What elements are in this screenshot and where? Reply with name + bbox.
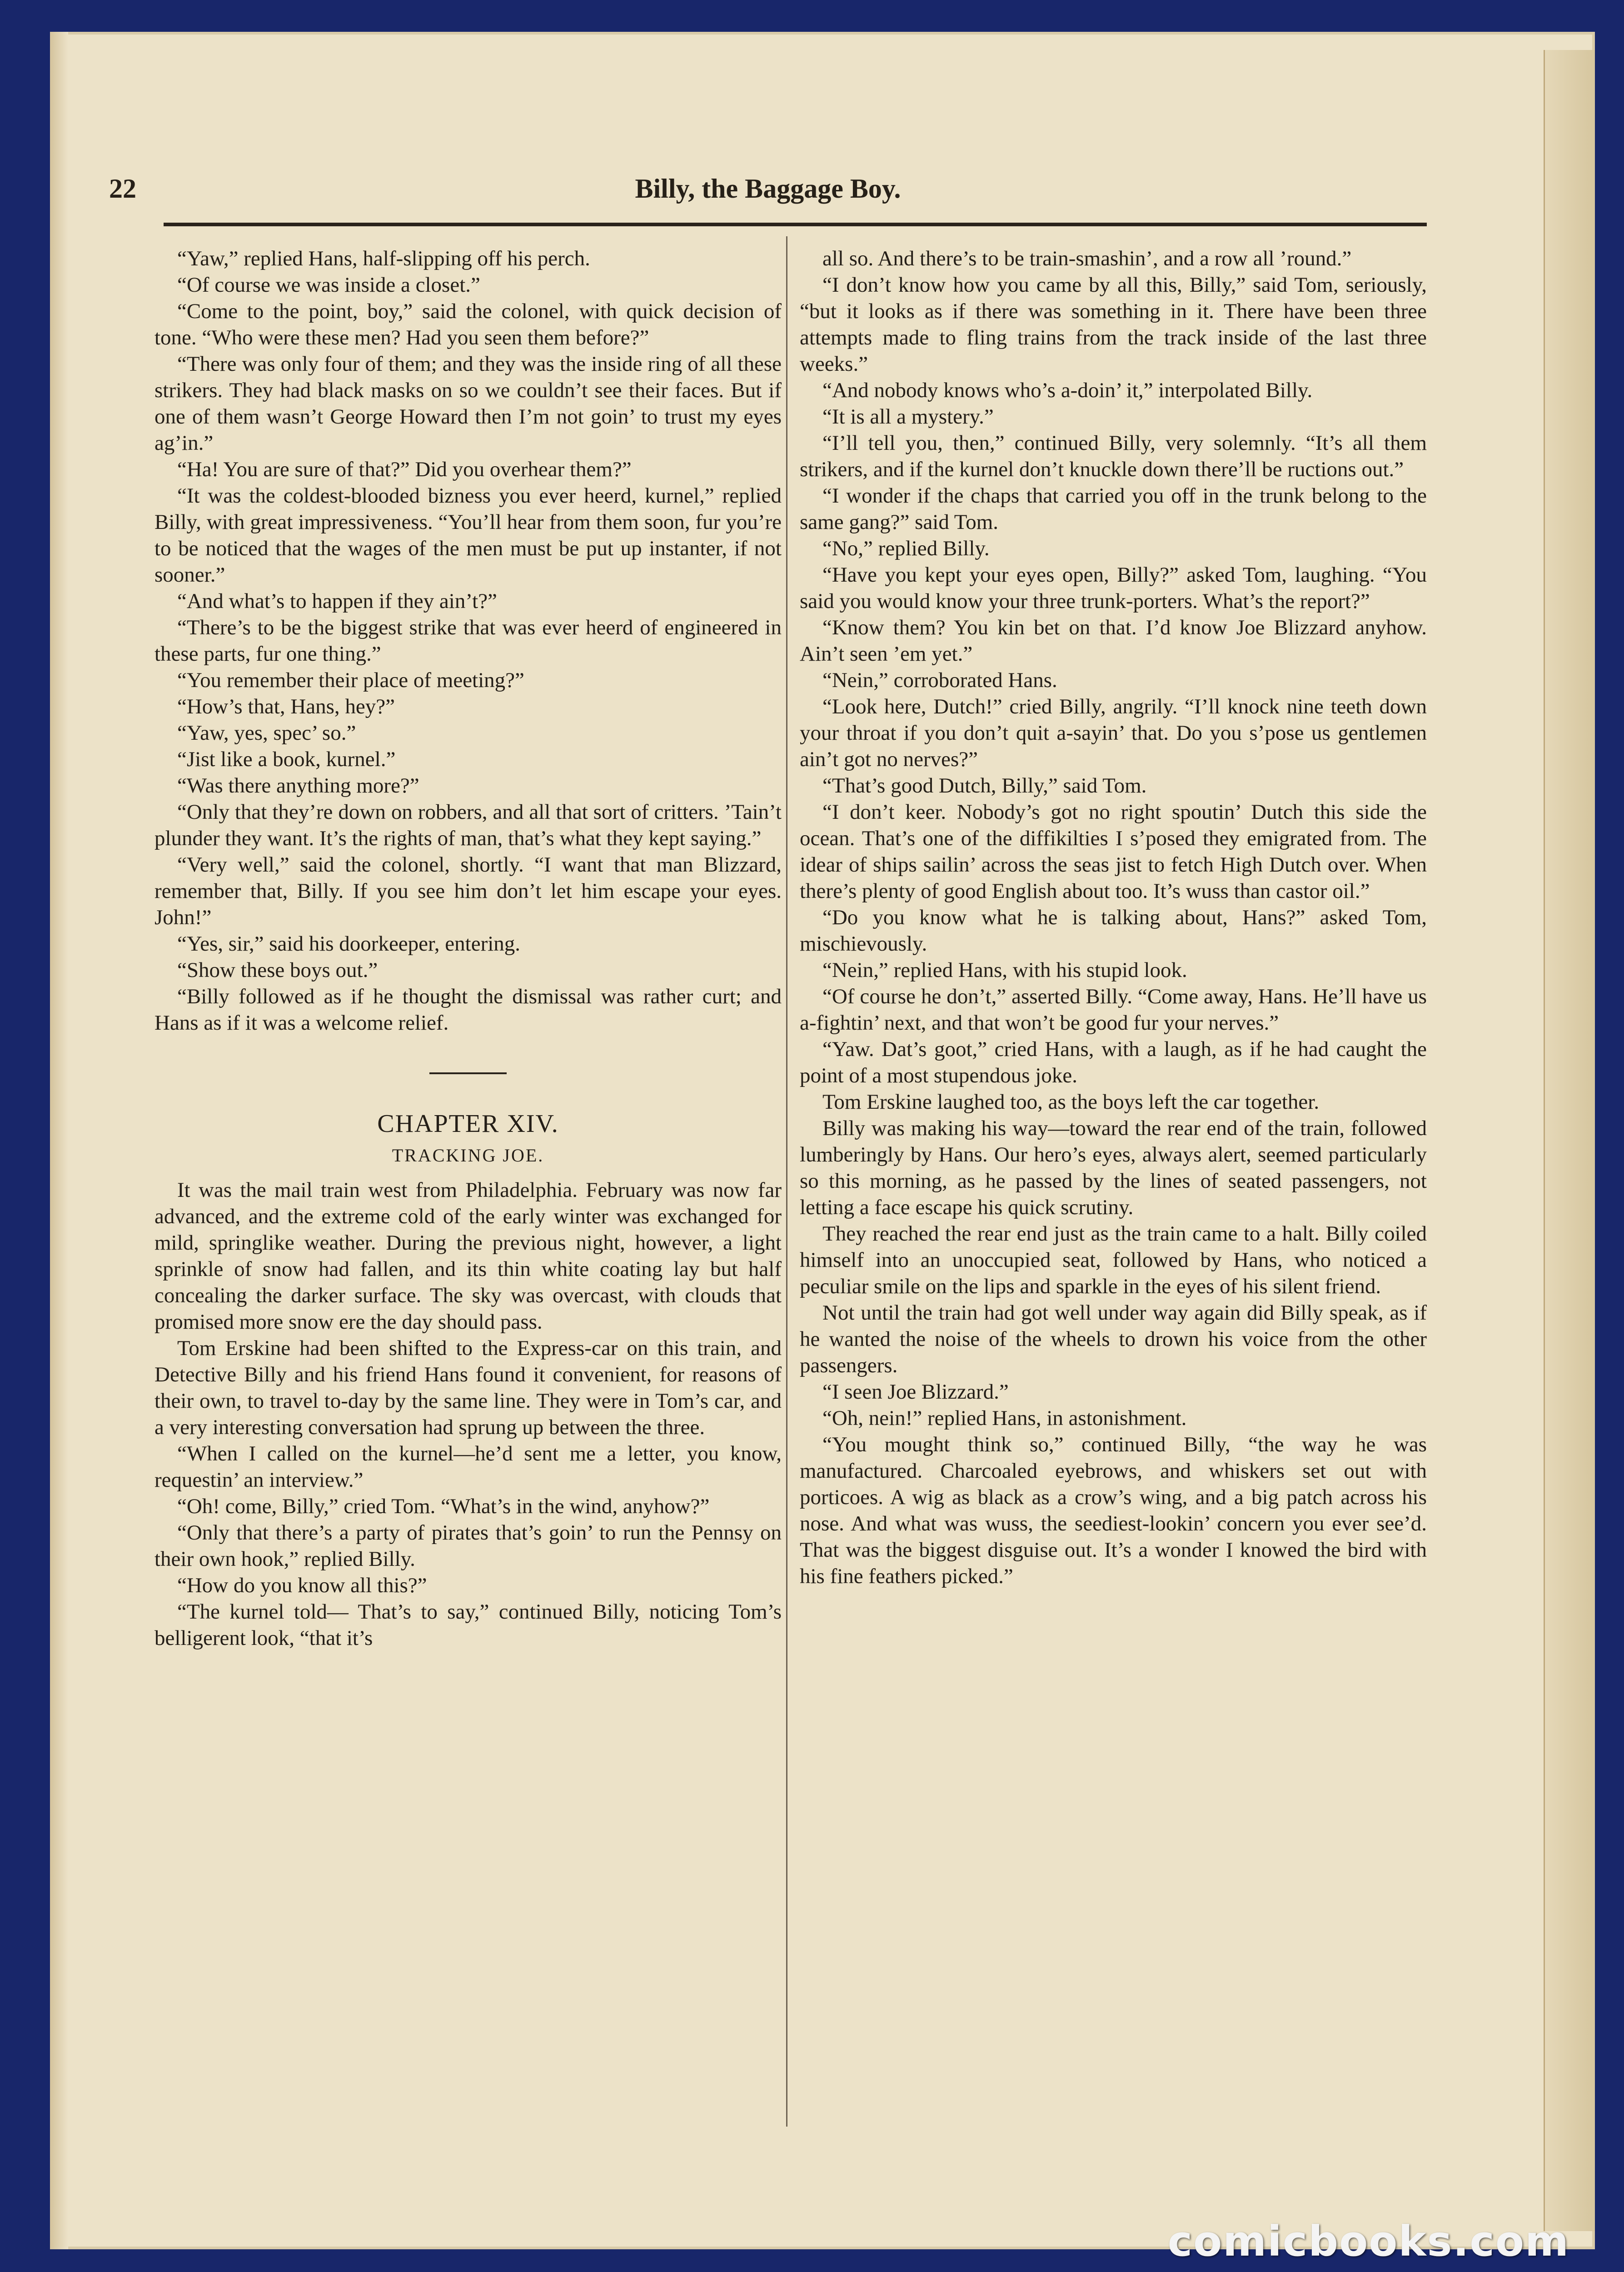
paragraph: “Billy followed as if he thought the dismissal was rather curt; and Hans as if it was a welcome relief. (154, 985, 782, 1035)
paragraph: “Yes, sir,” said his doorkeeper, entering. (177, 932, 521, 956)
paragraph: “How do you know all this?” (177, 1574, 427, 1597)
paragraph: “When I called on the kurnel—he’d sent me a letter, you know, requestin’ an interview.” (154, 1442, 782, 1492)
paragraph: “Nein,” replied Hans, with his stupid look. (822, 958, 1187, 982)
left-column (154, 245, 782, 1651)
page-header (109, 168, 1427, 209)
paragraph: “Come to the point, boy,” said the colonel, with quick decision of tone. “Who were these men? Had you seen them before?” (154, 299, 782, 349)
running-title: Billy, the Baggage Boy. (635, 173, 901, 204)
paragraph: “Oh! come, Billy,” cried Tom. “What’s in the wind, anyhow?” (177, 1495, 710, 1518)
paragraph: “Nein,” corroborated Hans. (822, 668, 1057, 692)
page-edge (1544, 50, 1595, 2231)
page-binding-shadow (50, 32, 68, 2249)
paragraph: “Yaw. Dat’s goot,” cried Hans, with a laugh, as if he had caught the point of a most stupendous joke. (800, 1037, 1427, 1087)
paragraph: “Of course he don’t,” asserted Billy. “Come away, Hans. He’ll have us a-fightin’ next, and that won’t be good fur your nerves.” (800, 985, 1427, 1035)
paragraph: “You remember their place of meeting?” (177, 668, 524, 692)
site-watermark: comicbooks.com (1167, 2217, 1569, 2266)
paragraph: “I seen Joe Blizzard.” (822, 1380, 1009, 1404)
paragraph: Not until the train had got well under way again did Billy speak, as if he wanted the noise of the wheels to drown his voice from the other passengers. (800, 1301, 1427, 1377)
paragraph: “No,” replied Billy. (822, 537, 990, 560)
paragraph: Tom Erskine had been shifted to the Express-car on this train, and Detective Billy and his friend Hans found it convenient, for reasons of their own, to travel to-day by the same line. They were in Tom’s car, and a very interesting conversation had sprung up between the three. (154, 1336, 782, 1439)
paragraph: “Know them? You kin bet on that. I’d know Joe Blizzard anyhow. Ain’t seen ’em yet.” (800, 616, 1427, 666)
right-paragraphs (800, 245, 1427, 1589)
column-divider (786, 236, 787, 2127)
paragraph: all so. And there’s to be train-smashin’, and a row all ’round.” (822, 247, 1352, 270)
paragraph: “And nobody knows who’s a-doin’ it,” interpolated Billy. (822, 379, 1313, 402)
section-separator (429, 1072, 507, 1074)
paragraph: “I’ll tell you, then,” continued Billy, very solemnly. “It’s all them strikers, and if the kurnel don’t knuckle down there’ll be ructions out.” (800, 431, 1427, 481)
paragraph: “There’s to be the biggest strike that was ever heerd of engineered in these parts, fur one thing.” (154, 616, 782, 666)
paragraph: “That’s good Dutch, Billy,” said Tom. (822, 774, 1147, 797)
paragraph: “Oh, nein!” replied Hans, in astonishment. (822, 1406, 1187, 1430)
paragraph: It was the mail train west from Philadelphia. February was now far advanced, and the extreme cold of the early winter was exchanged for mild, springlike weather. During the previous night, however, a light sprinkle of snow had fallen, and its thin white coating lay but half concealing the darker surface. The sky was overcast, with clouds that promised more snow ere the day should pass. (154, 1178, 782, 1334)
paragraph: “I don’t know how you came by all this, Billy,” said Tom, seriously, “but it looks as if there was something in it. There have been three attempts made to fling trains from the track inside of the last three weeks.” (800, 273, 1427, 376)
header-rule (164, 223, 1427, 226)
paragraph: “It was the coldest-blooded bizness you ever heerd, kurnel,” replied Billy, with great impressiveness. “You’ll hear from them soon, fur you’re to be noticed that the wages of the men must be put up instanter, if not sooner.” (154, 484, 782, 587)
paragraph: “Yaw, yes, spec’ so.” (177, 721, 356, 745)
paragraph: “I don’t keer. Nobody’s got no right spoutin’ Dutch this side the ocean. That’s one of the diffikilties I s’posed they emigrated from. The idear of ships sailin’ across the seas jist to fetch High Dutch over. When there’s plenty of good English about too. It’s wuss than castor oil.” (800, 800, 1427, 903)
paragraph: “Yaw,” replied Hans, half-slipping off his perch. (177, 247, 590, 270)
paragraph: “How’s that, Hans, hey?” (177, 695, 395, 718)
paragraph: “I wonder if the chaps that carried you off in the trunk belong to the same gang?” said Tom. (800, 484, 1427, 534)
paragraph: “Was there anything more?” (177, 774, 419, 797)
paragraph: “Do you know what he is talking about, Hans?” asked Tom, mischievously. (800, 906, 1427, 956)
paragraph: “Look here, Dutch!” cried Billy, angrily. “I’ll knock nine teeth down your throat if you don’t quit a-sayin’ that. Do you s’pose us gentlemen ain’t got no nerves?” (800, 695, 1427, 771)
paragraph: They reached the rear end just as the train came to a halt. Billy coiled himself into an unoccupied seat, followed by Hans, who noticed a peculiar smile on the lips and sparkle in the eyes of his silent friend. (800, 1222, 1427, 1298)
paragraph: “There was only four of them; and they was the inside ring of all these strikers. They had black masks on so we couldn’t see their faces. But if one of them wasn’t George Howard then I’m not goin’ to trust my eyes ag’in.” (154, 352, 782, 455)
right-column (800, 245, 1427, 1589)
paragraph: Billy was making his way—toward the rear end of the train, followed lumberingly by Hans. Our hero’s eyes, always alert, seemed particularly so this morning, as he passed by the lines of seated passengers, not letting a face escape his quick scrutiny. (800, 1116, 1427, 1219)
chapter-subtitle: TRACKING JOE. (392, 1145, 544, 1166)
paragraph: “It is all a mystery.” (822, 405, 994, 428)
paragraph: “The kurnel told— That’s to say,” continued Billy, noticing Tom’s belligerent look, “that it’s (154, 1600, 782, 1650)
paragraph: “Have you kept your eyes open, Billy?” asked Tom, laughing. “You said you would know your three trunk-porters. What’s the report?” (800, 563, 1427, 613)
paragraph: “Very well,” said the colonel, shortly. “I want that man Blizzard, remember that, Billy. If you see him don’t let him escape your eyes. John!” (154, 853, 782, 929)
paragraph: “Only that they’re down on robbers, and all that sort of critters. ’Tain’t plunder they want. It’s the rights of man, that’s what they kept saying.” (154, 800, 782, 850)
left-paragraphs-after (154, 1177, 782, 1651)
paragraph: “Of course we was inside a closet.” (177, 273, 480, 297)
chapter-heading: CHAPTER XIV. (377, 1110, 559, 1138)
page-number: 22 (109, 173, 136, 204)
paragraph: “And what’s to happen if they ain’t?” (177, 589, 497, 613)
left-paragraphs-before (154, 245, 782, 1036)
paragraph: Tom Erskine laughed too, as the boys left the car together. (822, 1090, 1320, 1114)
paragraph: “Jist like a book, kurnel.” (177, 747, 396, 771)
paragraph: “You mought think so,” continued Billy, “the way he was manufactured. Charcoaled eyebrows, and whiskers set out with porticoes. A wig as black as a crow’s wing, and a big patch across his nose. And what was wuss, the seediest-lookin’ concern you ever see’d. That was the biggest disguise out. It’s a wonder I knowed the bird with his fine feathers picked.” (800, 1433, 1427, 1588)
paragraph: “Ha! You are sure of that?” Did you overhear them?” (177, 458, 632, 481)
paragraph: “Show these boys out.” (177, 958, 378, 982)
paragraph: “Only that there’s a party of pirates that’s goin’ to run the Pennsy on their own hook,” replied Billy. (154, 1521, 782, 1571)
